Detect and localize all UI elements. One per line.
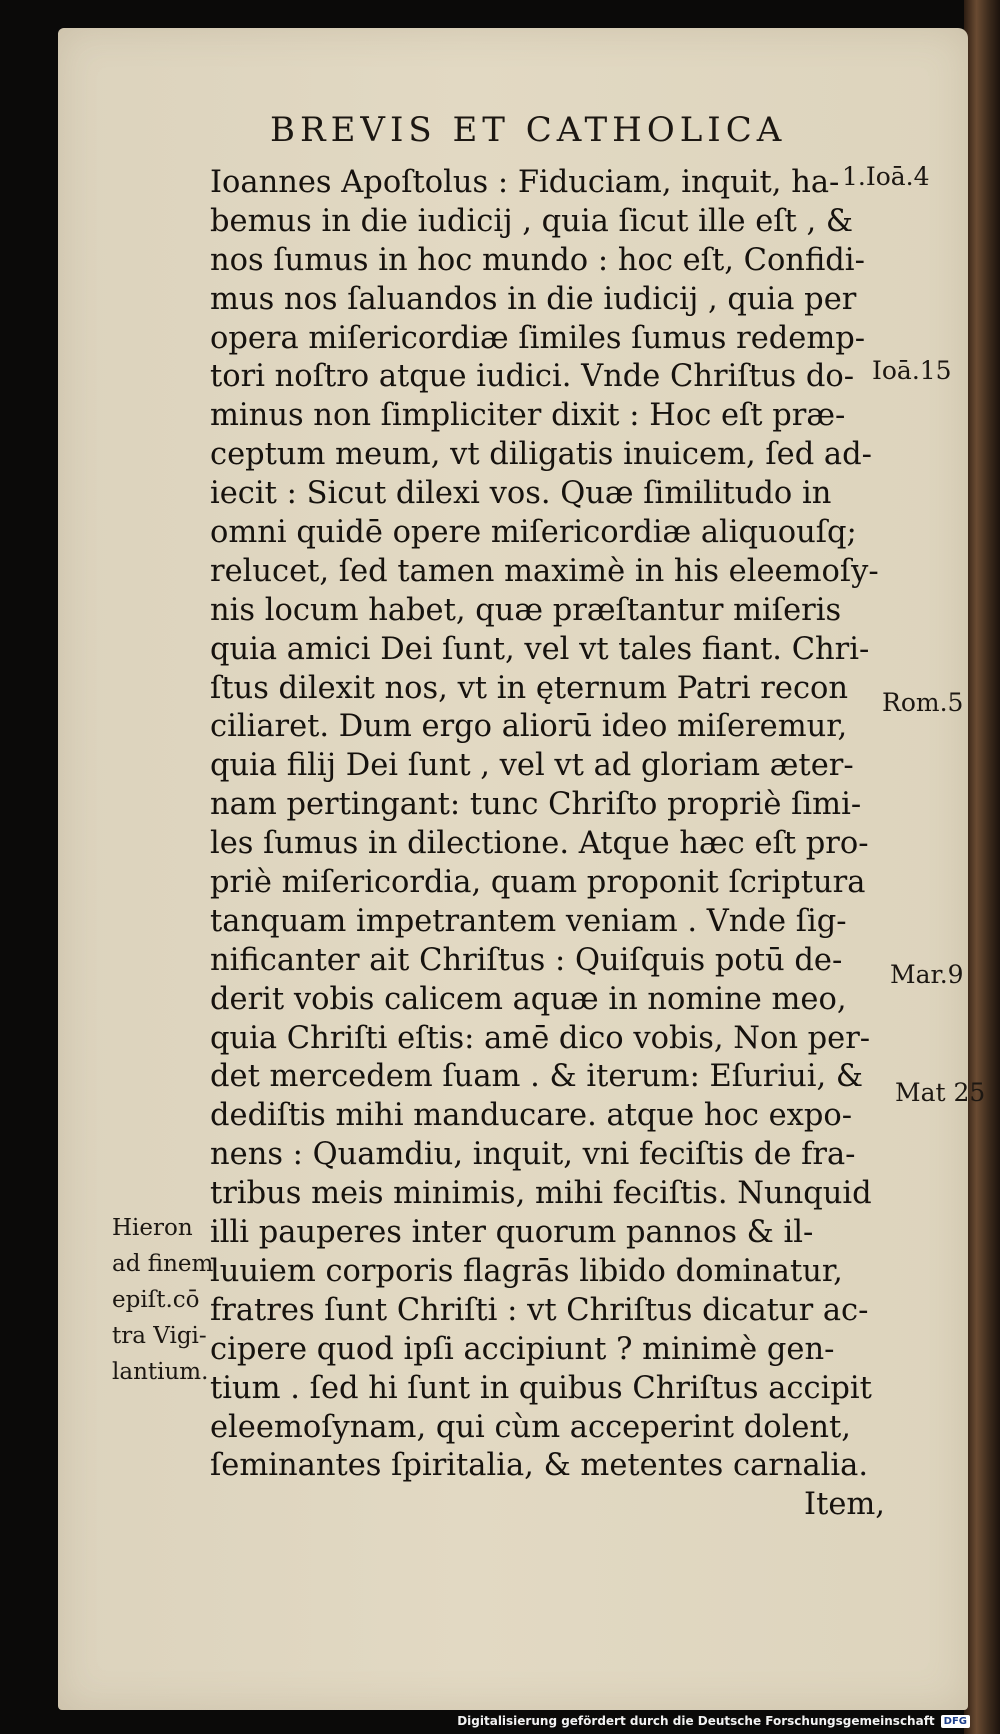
text-line: bemus in die iudicij , quia ſicut ille eſt , & — [210, 203, 854, 239]
marginal-note-left — [112, 1210, 213, 1390]
marginal-note-line: lantium. — [112, 1359, 209, 1385]
text-line: les ſumus in dilectione. Atque hæc eſt pro- — [210, 826, 869, 862]
text-line: tanquam impetrantem veniam . Vnde ſig- — [210, 903, 847, 939]
text-line: illi pauperes inter quorum pannos & il- — [210, 1215, 814, 1251]
text-line: nis locum habet, quæ præſtantur miſeris — [210, 592, 842, 628]
text-line: opera miſericordiæ ſimiles ſumus redemp- — [210, 320, 866, 356]
marginal-note-line: Hieron — [112, 1215, 193, 1241]
text-line: ceptum meum, vt diligatis inuicem, ſed ad- — [210, 437, 872, 473]
catchword: Item, — [804, 1487, 885, 1523]
text-line: ciliaret. Dum ergo aliorū ideo miſeremur, — [210, 709, 848, 745]
text-line: quia filij Dei ſunt , vel vt ad gloriam æter- — [210, 748, 854, 784]
marginal-note-line: epiſt.cō — [112, 1287, 200, 1313]
marginal-reference: Mar.9 — [890, 960, 964, 989]
marginal-reference: 1.Ioā.4 — [842, 162, 930, 191]
marginal-note-line: tra Vigi- — [112, 1323, 207, 1349]
text-line: mus nos ſaluandos in die iudicij , quia per — [210, 281, 857, 317]
dfg-logo-icon: DFG — [941, 1715, 970, 1728]
text-line: nens : Quamdiu, inquit, vni feciſtis de fra- — [210, 1137, 856, 1173]
text-line: nam pertingant: tunc Chriſto propriè ſimi- — [210, 787, 862, 823]
text-line: priè miſericordia, quam proponit ſcriptura — [210, 865, 866, 901]
marginal-reference: Rom.5 — [882, 688, 964, 717]
text-line: ſeminantes ſpiritalia, & metentes carnalia. — [210, 1448, 869, 1484]
credit-text: Digitalisierung gefördert durch die Deutsche Forschungsgemeinschaft — [457, 1714, 935, 1728]
text-line: derit vobis calicem aquæ in nomine meo, — [210, 981, 847, 1017]
text-line: luuiem corporis flagrās libido dominatur, — [210, 1253, 843, 1289]
marginal-note-line: ad finem — [112, 1251, 214, 1277]
text-line: iecit : Sicut dilexi vos. Quæ ſimilitudo in — [210, 476, 832, 512]
text-line: quia amici Dei ſunt, vel vt tales fiant. Chri- — [210, 631, 870, 667]
text-line: cipere quod ipſi accipiunt ? minimè gen- — [210, 1331, 835, 1367]
text-line: relucet, ſed tamen maximè in his eleemoſy- — [210, 553, 879, 589]
marginal-reference: Mat 25 — [895, 1078, 986, 1107]
text-line: tori noſtro atque iudici. Vnde Chriſtus do- — [210, 359, 855, 395]
text-line: quia Chriſti eſtis: amē dico vobis, Non per- — [210, 1020, 871, 1056]
book-spine-edge — [964, 0, 1000, 1734]
text-line: nificanter ait Chriſtus : Quiſquis potū de- — [210, 942, 843, 978]
text-line: Ioannes Apoſtolus : Fiduciam, inquit, ha- — [210, 165, 840, 200]
text-line: tium . ſed hi ſunt in quibus Chriſtus accipit — [210, 1370, 872, 1406]
text-line: dediſtis mihi manducare. atque hoc expo- — [210, 1098, 853, 1134]
text-line: det mercedem ſuam . & iterum: Eſuriui, & — [210, 1059, 864, 1095]
marginal-reference: Ioā.15 — [872, 356, 952, 385]
text-line: omni quidē opere miſericordiæ aliquouſq; — [210, 515, 857, 551]
text-line: nos ſumus in hoc mundo : hoc eſt, Confidi- — [210, 242, 865, 278]
main-text-block — [210, 164, 900, 1525]
running-head: BREVIS ET CATHOLICA — [270, 110, 787, 150]
text-line: fratres ſunt Chriſti : vt Chriſtus dicatur ac- — [210, 1292, 869, 1328]
text-line: minus non ſimpliciter dixit : Hoc eſt præ- — [210, 398, 846, 434]
text-line: tribus meis minimis, mihi feciſtis. Nunquid — [210, 1176, 872, 1212]
digitization-credit — [457, 1714, 970, 1728]
text-line: eleemoſynam, qui cùm acceperint dolent, — [210, 1409, 851, 1445]
text-line: ſtus dilexit nos, vt in ęternum Patri recon — [210, 670, 849, 706]
